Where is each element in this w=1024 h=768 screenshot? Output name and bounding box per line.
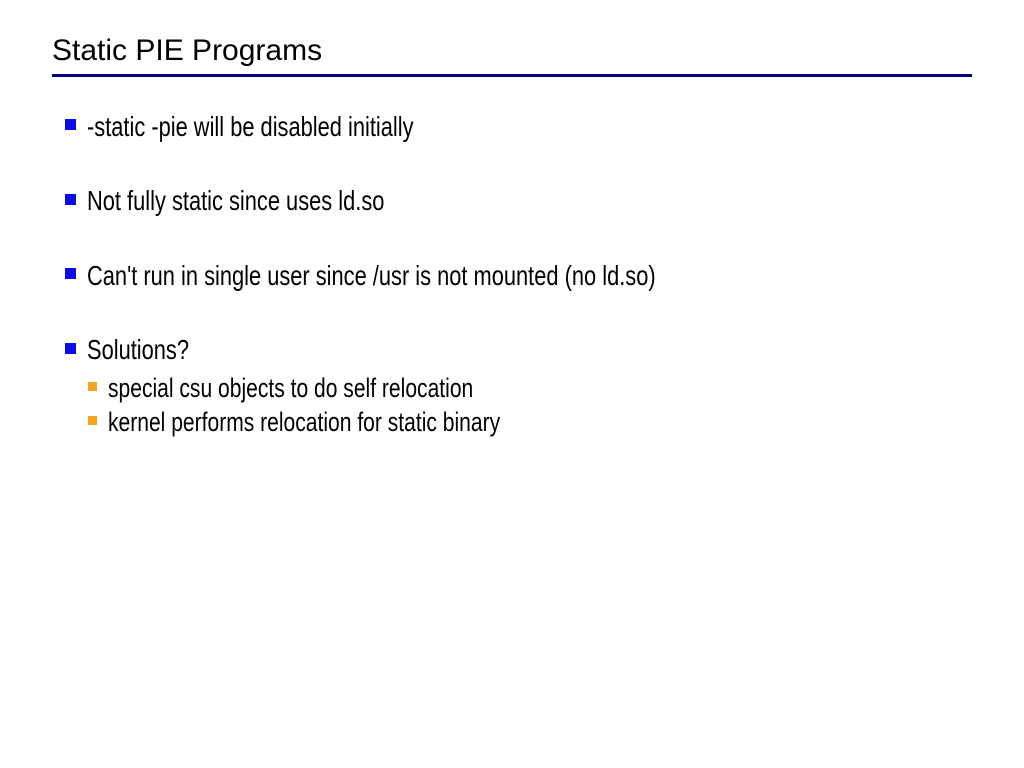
slide-title: Static PIE Programs [52,34,323,67]
slide-body [65,107,816,439]
bullet-list [65,107,816,439]
bullet-text: Not fully static since uses ld.so [87,185,385,217]
bullet-text: -static -pie will be disabled initially [87,110,414,142]
sub-bullet-item [88,405,816,439]
bullet-item [65,107,816,145]
bullet-square-icon [65,194,76,205]
bullet-text: Can't run in single user since /usr is not mounted (no ld.so) [87,259,656,291]
sub-bullet-text: special csu objects to do self relocation [108,372,474,403]
sub-bullet-square-icon [88,382,97,391]
bullet-item [65,182,816,220]
bullet-square-icon [65,343,76,354]
bullet-text: Solutions? [87,334,189,366]
bullet-square-icon [65,268,76,279]
title-underline-rule [52,74,972,77]
bullet-item [65,331,816,439]
sub-bullet-item [88,370,816,404]
sub-bullet-square-icon [88,416,97,425]
sub-bullet-text: kernel performs relocation for static binary [108,407,501,438]
bullet-item [65,256,816,294]
sub-bullet-list [88,370,816,439]
bullet-square-icon [65,119,76,130]
